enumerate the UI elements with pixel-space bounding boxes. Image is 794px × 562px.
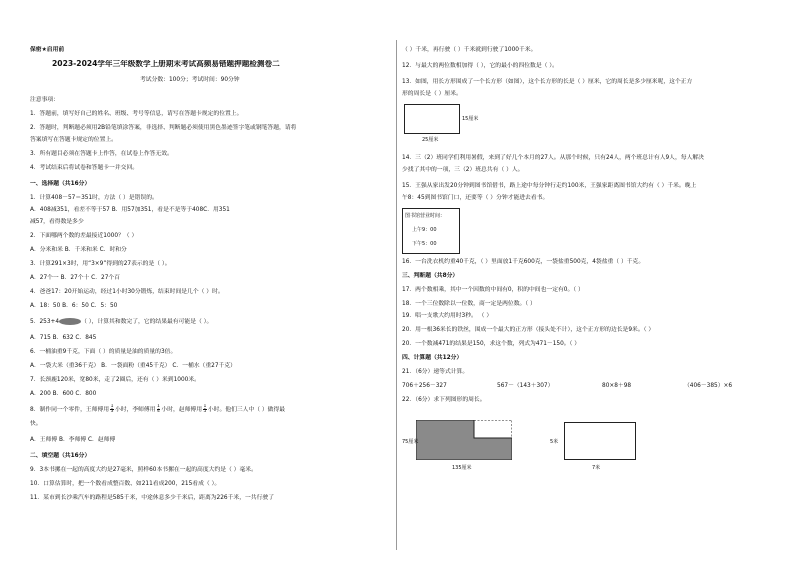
figure-13-rectangle: [404, 104, 460, 134]
question-4-options: A．18：50 B．6：50 C．5：50: [30, 303, 118, 309]
notice-line: 1．答题前，填写好自己的姓名、班级、考号等信息，请写在答题卡规定的位置上。: [30, 111, 243, 117]
question-3: 3．计算291×3时，用“3×9”得到的27表示的是（ ）。: [30, 261, 171, 267]
question-1-options: A．408减351，看差不等于57 B．用57加351，看是不是等于408C．用351: [30, 207, 230, 213]
question-15-cont: 午8：45到图书馆门口，还要等（ ）分钟才能进去看书。: [402, 195, 549, 201]
question-2-options: A．分米和米 B．千米和米 C．时和分: [30, 247, 127, 253]
figure-13-side-label: 15厘米: [462, 116, 479, 122]
fraction: [203, 405, 207, 415]
figure-13-bottom-label: 25厘米: [422, 137, 439, 143]
question-13-cont: 形的周长是（ ）厘米。: [402, 91, 462, 97]
notice-heading: 注意事项：: [30, 97, 59, 103]
figure-22-left-bottom-label: 135厘米: [452, 465, 472, 471]
figure-22-right-side-label: 5米: [550, 439, 559, 445]
fraction-numerator: 1: [110, 404, 114, 409]
question-14: 14．三（2）班同学们利用暑假，来到了好几个本月的27人。从那个时候，只有24人，两个班总计有人9人，每人解决: [402, 155, 704, 161]
section-heading: 一、选择题（共16分）: [30, 181, 91, 187]
notice-line: 2．答题时，判断题必须用2B铅笔填涂答案，非选择、判断题必须使用黑色墨迹签字笔或钢笔答题，请将: [30, 125, 297, 131]
calc-expression: 567－（143＋307）: [497, 383, 554, 389]
question-1: 1．计算408－57＝351时，方法（ ）是错误的。: [30, 195, 158, 201]
question-5-options: A．715 B．632 C．845: [30, 335, 97, 341]
section-heading: 三、判断题（共8分）: [402, 273, 459, 279]
fraction-denominator: 4: [157, 409, 160, 414]
exam-title: 2023-2024学年三年级数学上册期末考试高频易错题押题检测卷二: [52, 60, 280, 68]
figure-22-left-drawing: [416, 420, 512, 460]
question-22: 22．（6分）求下列图形的周长。: [402, 397, 486, 403]
question-19: 19．唱一支歌大约用时3秒。 （ ）: [402, 313, 493, 319]
question-16: 16．一台洗衣机约重40千克，（ ）里面放1千克600克，一袋盐重500克，4袋盐重（ ）千克。: [402, 259, 645, 265]
question-8-part: 小时，李师傅用: [114, 407, 156, 413]
figure-22-right-bottom-label: 7米: [592, 465, 601, 471]
question-8-part: 小时。他们三人中（ ）做得最: [207, 407, 286, 413]
question-18: 18．一个三位数除以一位数，商一定是两位数。（ ）: [402, 301, 536, 307]
question-8-part: 8．制作同一个零件，王师傅用: [30, 407, 110, 413]
notice-line: 答案填写在答题卡规定的位置上。: [30, 137, 117, 143]
section-heading: 四、计算题（共12分）: [402, 355, 463, 361]
figure-22-left-side-label: 75厘米: [402, 439, 419, 445]
question-8-options: A．王师傅 B．李师傅 C．赵师傅: [30, 437, 116, 443]
question-15: 15．王强从家出发20分钟到图书馆借书，路上途中每分钟行走约100米，王强家距离图书馆大约有（ ）千米。晚上: [402, 183, 697, 189]
question-7-options: A．200 B．600 C．800: [30, 391, 97, 397]
fraction: [110, 405, 114, 415]
figure-22-left: [416, 420, 512, 460]
fraction-numerator: 1: [203, 404, 207, 409]
notice-line: 3．所有题目必须在答题卡上作答，在试卷上作答无效。: [30, 151, 173, 157]
question-6: 6．一桶油重9千克，下面（ ）的质量是油的质量的3倍。: [30, 349, 177, 355]
section-heading: 二、填空题（共16分）: [30, 453, 91, 459]
question-21: 21．（6分）递等式计算。: [402, 369, 469, 375]
question-2: 2．下面哪两个数的差最接近1000？（ ）: [30, 233, 138, 239]
question-5-start: 5．253+4: [30, 319, 60, 325]
question-7: 7．长颈鹿120米，宽80米，走了2圈后，还有（ ）米到1000米。: [30, 377, 200, 383]
question-20b: 20．一个数减471的结果是150，求这个数，列式为471－150。（ ）: [402, 341, 581, 347]
question-1-options-cont: 减57，看得数是多少: [30, 219, 84, 225]
question-11-cont: （ ）千米，再行驶（ ）千米就到行驶了1000千米。: [402, 47, 537, 53]
question-5-end: （ ），计算其和数完了，它的结果最有可能是（ ）。: [81, 319, 213, 325]
question-8: [30, 404, 285, 416]
fraction-denominator: 3: [110, 409, 114, 414]
question-10: 10．口算估算时，把一个数看成整百数、如211看成200，215看成（ ）。: [30, 481, 221, 487]
fraction-denominator: 5: [203, 409, 207, 414]
exam-meta: 考试分数：100分；考试时间：90分钟: [140, 77, 240, 83]
question-8-cont: 快。: [30, 421, 42, 427]
question-12: 12．与最大的两位数相加得（ ），它的最小的四位数是（ ）。: [402, 63, 558, 69]
question-14-cont: 少找了其中的一项，三（2）班总共有（ ）人。: [402, 167, 524, 173]
question-9: 9．3本书摞在一起的高度大约是27毫米，照样60本书摞在一起的高度大约是（ ）毫米。: [30, 467, 257, 473]
question-5: [30, 318, 212, 326]
question-17: 17．两个数相乘，其中一个因数的中间有0，积的中间也一定有0。（ ）: [402, 287, 584, 293]
calc-expression: （406－385）×6: [684, 383, 733, 389]
question-8-part: 小时，赵师傅用: [161, 407, 202, 413]
question-6-options: A．一袋大米（重36千克） B．一袋面粉（重45千克） C．一桶水（重27千克）: [30, 363, 236, 369]
ink-blot-image: [59, 318, 81, 325]
library-hours-pm: 下午5：00: [412, 241, 437, 247]
fraction: [157, 405, 161, 415]
question-20a: 20．用一根36米长的铁丝，围成一个最大的正方形（接头处不计），这个正方形的边长是9米。（ ）: [402, 327, 655, 333]
question-11: 11．某市到长沙乘汽车的路程是585千米，中途休息多少千米后，距离为226千米，一共行驶了: [30, 495, 274, 501]
calc-expression: 80×8＋98: [602, 383, 632, 389]
fraction-numerator: 1: [157, 404, 160, 409]
secret-label: 保密★启用前: [30, 47, 65, 53]
question-13: 13．如图，用长方形围成了一个长方形（如图），这个长方形的长是（ ）厘米，它的周长是多少厘米呢，这个正方: [402, 79, 693, 85]
column-divider: [396, 40, 397, 550]
figure-22-right-rectangle: [564, 422, 636, 460]
question-4: 4．爸爸17：20开始运动，经过1小时30分锻炼，结束时间是几个（ ）时。: [30, 289, 224, 295]
library-hours-am: 上午9：00: [412, 227, 437, 233]
question-3-options: A．27个一 B．27个十 C．27个百: [30, 275, 120, 281]
library-hours-title: 图书馆营业时间：: [405, 213, 446, 219]
calc-expression: 706＋256－327: [402, 383, 447, 389]
notice-line: 4．考试结束后将试卷和答题卡一并交回。: [30, 165, 139, 171]
